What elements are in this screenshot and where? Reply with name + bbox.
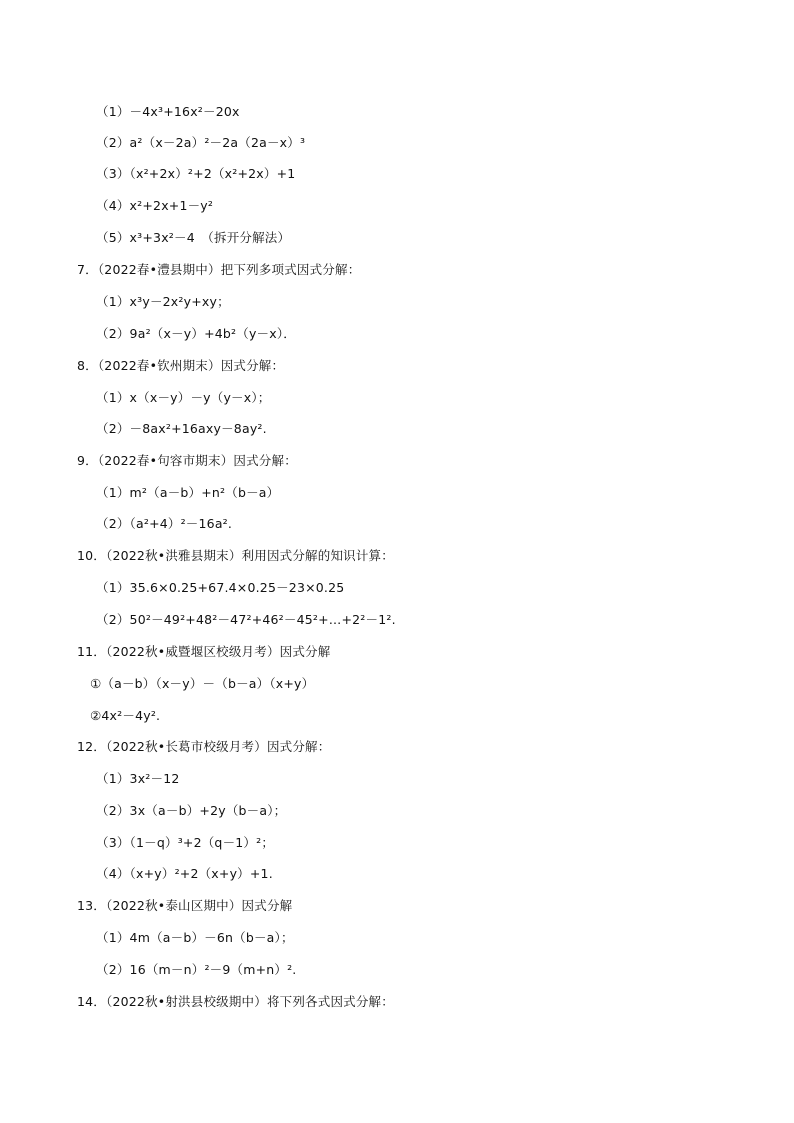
- question-11-part-1: ①（a－b）（x－y）－（b－a）（x+y）: [90, 676, 315, 691]
- question-12: 12．（2022秋•长葛市校级月考）因式分解：: [77, 739, 331, 754]
- question-13-part-1: （1）4m（a－b）－6n（b－a）；: [96, 930, 294, 945]
- question-7-part-2: （2）9a²（x－y）+4b²（y－x）．: [96, 326, 296, 341]
- question-13-part-2: （2）16（m－n）²－9（m+n）².: [96, 962, 297, 977]
- question-7-part-1: （1）x³y－2x²y+xy；: [96, 294, 230, 309]
- question-8-part-1: （1）x（x－y）－y（y－x）；: [96, 390, 271, 405]
- question-12-part-1: （1）3x²－12: [96, 771, 180, 786]
- question-9-part-2: （2）（a²+4）²－16a².: [96, 516, 233, 531]
- question-12-part-3: （3）（1－q）³+2（q－1）²；: [96, 835, 275, 850]
- question-8: 8．（2022春•钦州期末）因式分解：: [77, 358, 285, 373]
- subproblem-2: （2）a²（x－2a）²－2a（2a－x）³: [96, 135, 306, 150]
- question-12-part-2: （2）3x（a－b）+2y（b－a）；: [96, 803, 287, 818]
- question-9: 9．（2022春•句容市期末）因式分解：: [77, 453, 297, 468]
- question-10-part-1: （1）35.6×0.25+67.4×0.25－23×0.25: [96, 580, 345, 595]
- question-8-part-2: （2）－8ax²+16axy－8ay².: [96, 421, 267, 436]
- question-10: 10．（2022秋•洪雅县期末）利用因式分解的知识计算：: [77, 548, 394, 563]
- question-9-part-1: （1）m²（a－b）+n²（b－a）: [96, 485, 280, 500]
- question-13: 13．（2022秋•泰山区期中）因式分解: [77, 898, 293, 913]
- question-7: 7．（2022春•澧县期中）把下列多项式因式分解：: [77, 262, 361, 277]
- subproblem-5: （5）x³+3x²－4 （拆开分解法）: [96, 230, 291, 245]
- subproblem-3: （3）（x²+2x）²+2（x²+2x）+1: [96, 166, 296, 181]
- question-11-part-2: ②4x²－4y².: [90, 708, 161, 723]
- question-12-part-4: （4）（x+y）²+2（x+y）+1.: [96, 866, 273, 881]
- subproblem-1: （1）－4x³+16x²－20x: [96, 104, 240, 119]
- question-14: 14．（2022秋•射洪县校级期中）将下列各式因式分解：: [77, 994, 394, 1009]
- question-10-part-2: （2）50²－49²+48²－47²+46²－45²+…+2²－1².: [96, 612, 396, 627]
- question-11: 11．（2022秋•威暨堰区校级月考）因式分解: [77, 644, 331, 659]
- subproblem-4: （4）x²+2x+1－y²: [96, 198, 214, 213]
